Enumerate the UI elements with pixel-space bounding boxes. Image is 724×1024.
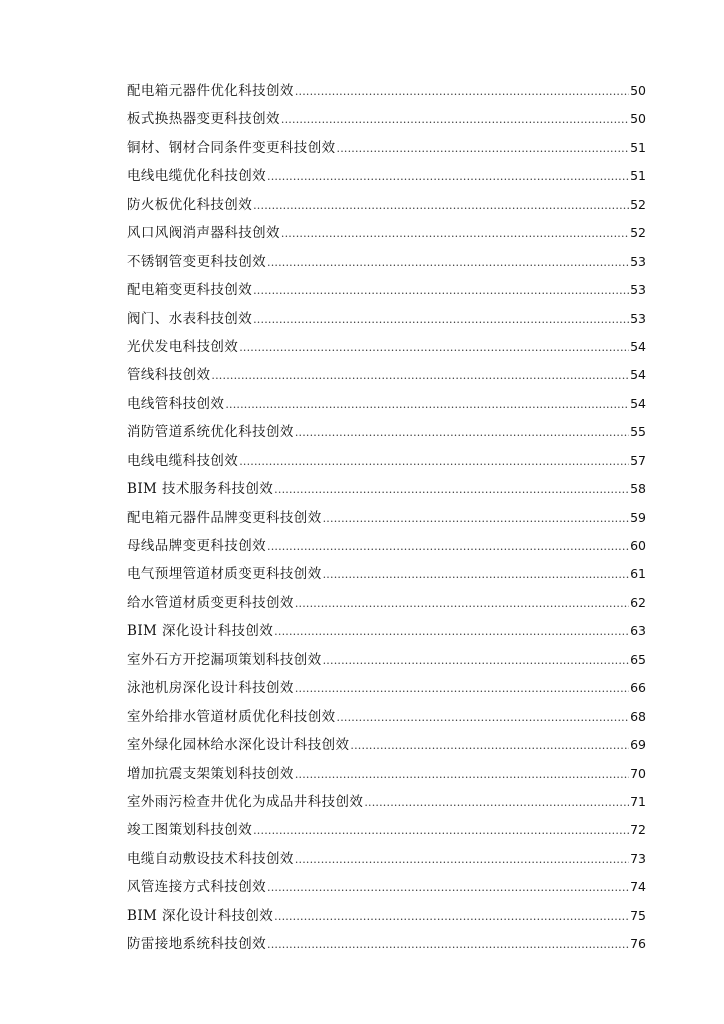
toc-entry-page: 66 <box>630 680 646 696</box>
dot-leader <box>337 704 630 732</box>
dot-leader <box>295 590 629 618</box>
dot-leader <box>211 362 629 390</box>
dot-leader <box>267 874 629 902</box>
dot-leader <box>267 249 629 277</box>
dot-leader <box>350 732 629 760</box>
dot-leader <box>274 476 629 504</box>
toc-entry-page: 74 <box>630 879 646 895</box>
toc-entry-page: 52 <box>630 225 646 241</box>
toc-entry[interactable] <box>127 475 646 503</box>
toc-entry-page: 65 <box>630 651 646 667</box>
toc-entry-title: 竣工图策划科技创效 <box>127 822 253 839</box>
toc-entry[interactable] <box>127 105 646 133</box>
toc-entry[interactable] <box>127 276 646 304</box>
toc-entry-page: 53 <box>630 282 646 298</box>
toc-entry-title: 配电箱元器件品牌变更科技创效 <box>127 509 322 526</box>
dot-leader <box>253 306 629 334</box>
toc-entry-title: 室外雨污检查井优化为成品井科技创效 <box>127 793 364 810</box>
toc-entry-title: 风管连接方式科技创效 <box>127 879 266 896</box>
toc-entry[interactable] <box>127 788 646 816</box>
dot-leader <box>295 419 629 447</box>
toc-entry-page: 59 <box>630 509 646 525</box>
dot-leader <box>267 931 629 959</box>
toc-entry-title: 管线科技创效 <box>127 367 211 384</box>
dot-leader <box>253 192 629 220</box>
toc-entry[interactable] <box>127 504 646 532</box>
toc-entry-page: 53 <box>630 310 646 326</box>
toc-entry[interactable] <box>127 390 646 418</box>
toc-entry-page: 54 <box>630 367 646 383</box>
toc-entry-title: 室外绿化园林给水深化设计科技创效 <box>127 737 350 754</box>
toc-entry[interactable] <box>127 873 646 901</box>
toc-entry-page: 73 <box>630 850 646 866</box>
toc-entry-page: 51 <box>630 168 646 184</box>
toc-entry-title: 电线管科技创效 <box>127 395 225 412</box>
toc-entry-title: 室外石方开挖漏项策划科技创效 <box>127 651 322 668</box>
toc-entry[interactable] <box>127 703 646 731</box>
toc-entry[interactable] <box>127 646 646 674</box>
toc-entry-title: 配电箱元器件优化科技创效 <box>127 83 294 99</box>
dot-leader <box>281 106 629 134</box>
dot-leader <box>281 220 629 248</box>
toc-entry[interactable] <box>127 845 646 873</box>
toc-entry[interactable] <box>127 361 646 389</box>
toc-entry-title: 风口风阀消声器科技创效 <box>127 225 280 242</box>
toc-entry[interactable] <box>127 162 646 190</box>
toc-entry-title: 电气预埋管道材质变更科技创效 <box>127 566 322 583</box>
dot-leader <box>239 334 629 362</box>
toc-entry[interactable] <box>127 617 646 645</box>
dot-leader <box>323 647 629 675</box>
toc-entry-page: 50 <box>630 83 646 98</box>
dot-leader <box>295 78 629 106</box>
toc-entry-page: 68 <box>630 708 646 724</box>
toc-entry[interactable] <box>127 816 646 844</box>
dot-leader <box>239 448 629 476</box>
toc-entry[interactable] <box>127 674 646 702</box>
toc-entry[interactable] <box>127 902 646 930</box>
dot-leader <box>253 817 629 845</box>
toc-entry[interactable] <box>127 532 646 560</box>
toc-entry-page: 58 <box>630 481 646 497</box>
toc-entry-page: 52 <box>630 196 646 212</box>
toc-entry-page: 76 <box>630 936 646 952</box>
toc-entry-page: 55 <box>630 424 646 440</box>
toc-entry-title: 电缆自动敷设技术科技创效 <box>127 850 294 867</box>
toc-entry-title: 配电箱变更科技创效 <box>127 282 253 299</box>
toc-entry[interactable] <box>127 930 646 958</box>
toc-entry[interactable] <box>127 418 646 446</box>
toc-entry[interactable] <box>127 77 646 105</box>
toc-entry[interactable] <box>127 589 646 617</box>
toc-entry-page: 51 <box>630 139 646 155</box>
toc-entry[interactable] <box>127 560 646 588</box>
toc-entry-title: 电线电缆优化科技创效 <box>127 168 266 185</box>
dot-leader <box>274 903 629 931</box>
toc-entry-title: 母线品牌变更科技创效 <box>127 538 266 554</box>
table-of-contents <box>127 77 646 959</box>
toc-entry-page: 69 <box>630 737 646 753</box>
toc-entry-title: 增加抗震支架策划科技创效 <box>127 765 294 782</box>
dot-leader <box>274 618 629 646</box>
toc-entry-title: 防火板优化科技创效 <box>127 196 253 213</box>
toc-entry-page: 60 <box>630 538 646 553</box>
toc-entry-title: 泳池机房深化设计科技创效 <box>127 680 294 697</box>
toc-entry-title: 阀门、水表科技创效 <box>127 310 253 327</box>
toc-entry-page: 57 <box>630 452 646 468</box>
toc-entry-page: 72 <box>630 822 646 838</box>
toc-entry[interactable] <box>127 219 646 247</box>
toc-entry-page: 71 <box>630 793 646 809</box>
dot-leader <box>253 277 629 305</box>
toc-entry-title: BIM 技术服务科技创效 <box>127 481 274 498</box>
toc-entry-title: 室外给排水管道材质优化科技创效 <box>127 708 336 725</box>
dot-leader <box>364 789 629 817</box>
dot-leader <box>267 163 629 191</box>
dot-leader <box>267 533 629 561</box>
toc-entry[interactable] <box>127 333 646 361</box>
dot-leader <box>295 675 629 703</box>
dot-leader <box>323 505 629 533</box>
toc-entry-title: BIM 深化设计科技创效 <box>127 907 274 924</box>
toc-entry[interactable] <box>127 191 646 219</box>
toc-entry-title: BIM 深化设计科技创效 <box>127 623 274 640</box>
toc-entry-page: 62 <box>630 594 646 610</box>
toc-entry-page: 54 <box>630 395 646 411</box>
toc-entry-page: 61 <box>630 566 646 582</box>
toc-entry-page: 50 <box>630 111 646 127</box>
toc-entry-page: 75 <box>630 907 646 923</box>
toc-entry-title: 板式换热器变更科技创效 <box>127 111 280 128</box>
toc-entry-title: 防雷接地系统科技创效 <box>127 936 266 953</box>
dot-leader <box>323 561 629 589</box>
toc-entry-page: 53 <box>630 253 646 269</box>
toc-entry[interactable] <box>127 447 646 475</box>
toc-entry-page: 54 <box>630 338 646 354</box>
toc-entry-page: 63 <box>630 623 646 639</box>
toc-entry-title: 给水管道材质变更科技创效 <box>127 594 294 611</box>
toc-entry-page: 70 <box>630 765 646 781</box>
toc-entry[interactable] <box>127 731 646 759</box>
toc-entry-title: 铜材、钢材合同条件变更科技创效 <box>127 139 336 156</box>
toc-entry-title: 不锈钢管变更科技创效 <box>127 253 266 270</box>
toc-entry-title: 消防管道系统优化科技创效 <box>127 424 294 441</box>
toc-entry-title: 电线电缆科技创效 <box>127 452 239 469</box>
toc-entry[interactable] <box>127 760 646 788</box>
dot-leader <box>295 846 629 874</box>
toc-entry[interactable] <box>127 134 646 162</box>
toc-entry[interactable] <box>127 305 646 333</box>
dot-leader <box>295 761 629 789</box>
dot-leader <box>337 135 630 163</box>
toc-entry[interactable] <box>127 248 646 276</box>
toc-entry-title: 光伏发电科技创效 <box>127 338 239 355</box>
dot-leader <box>225 391 629 419</box>
